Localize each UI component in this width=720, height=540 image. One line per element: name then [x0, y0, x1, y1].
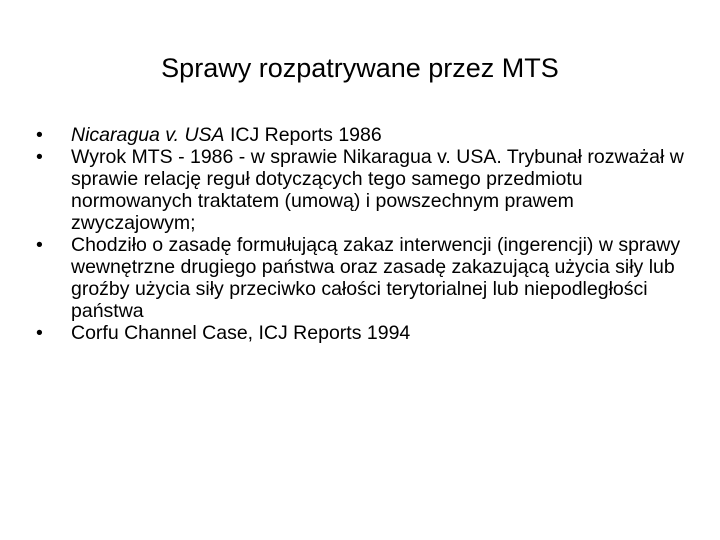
bullet-list [36, 124, 696, 344]
bullet-item [36, 124, 696, 146]
bullet-text: Wyrok MTS - 1986 - w sprawie Nikaragua v. USA. Trybunał rozważał w sprawie relację reguł dotyczących tego samego przedmiotu normowanych traktatem (umową) i powszechnym prawem zwyczajowym; [71, 146, 684, 234]
case-name: Nicaragua v. USA [71, 124, 225, 146]
bullet-marker: • [36, 146, 43, 168]
bullet-text: ICJ Reports 1986 [224, 124, 382, 146]
bullet-text: Chodziło o zasadę formułującą zakaz interwencji (ingerencji) w sprawy wewnętrzne drugiego państwa oraz zasadę zakazującą użycia siły lub groźby użycia siły przeciwko całości terytorialnej lub niepodległości państwa [71, 234, 681, 322]
bullet-marker: • [36, 234, 43, 256]
bullet-item [36, 146, 696, 234]
bullet-item [36, 322, 696, 344]
bullet-marker: • [36, 124, 43, 146]
slide-title: Sprawy rozpatrywane przez MTS [161, 53, 559, 83]
bullet-item [36, 234, 696, 322]
bullet-marker: • [36, 322, 43, 344]
bullet-text: Corfu Channel Case, ICJ Reports 1994 [71, 322, 411, 344]
